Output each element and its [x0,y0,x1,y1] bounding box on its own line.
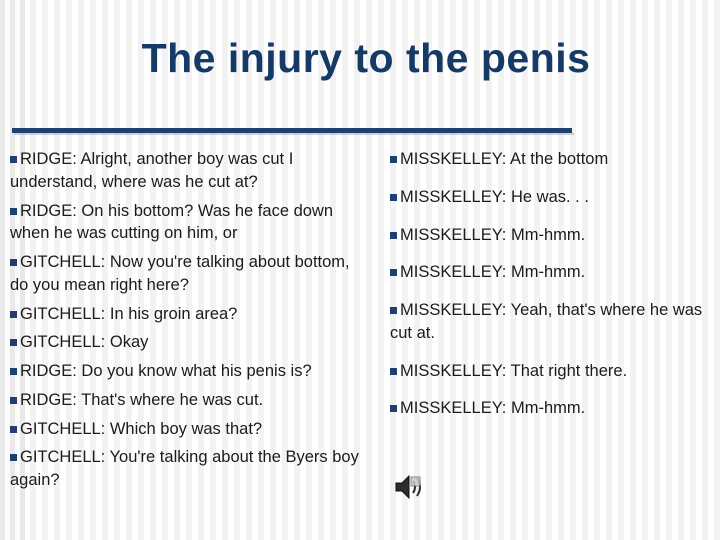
list-item: MISSKELLEY: Mm-hmm. [390,224,710,247]
bullet-square-icon [10,426,17,433]
list-item: MISSKELLEY: He was. . . [390,186,710,209]
bullet-square-icon [10,259,17,266]
bullet-square-icon [390,232,397,239]
list-item: RIDGE: On his bottom? Was he face down when he was cutting on him, or [10,201,334,243]
bullet-square-icon [10,208,17,215]
speaker-sound-icon[interactable] [394,472,428,502]
list-item: GITCHELL: Which boy was that? [10,418,360,441]
right-text-column [390,148,710,435]
title-divider-shadow [14,133,574,135]
bullet-square-icon [10,454,17,461]
bullet-square-icon [390,368,397,375]
list-item: MISSKELLEY: Mm-hmm. [390,397,710,420]
list-item: RIDGE: Do you know what his penis is? [10,360,360,383]
list-item: MISSKELLEY: At the bottom [390,148,710,171]
page-title: The injury to the penis [141,35,591,81]
list-item: RIDGE: That's where he was cut. [10,389,360,412]
bullet-square-icon [390,405,397,412]
bullet-square-icon [390,194,397,201]
list-item: GITCHELL: Okay [10,331,360,354]
list-item: MISSKELLEY: Yeah, that's where he was cut at. [390,301,703,342]
list-item: MISSKELLEY: Mm-hmm. [390,261,710,284]
bullet-square-icon [10,339,17,346]
bullet-square-icon [390,307,397,314]
bullet-square-icon [10,397,17,404]
bullet-square-icon [10,311,17,318]
bullet-square-icon [390,269,397,276]
list-item: GITCHELL: You're talking about the Byers boy again? [10,448,359,490]
bullet-square-icon [390,156,397,163]
left-text-column [10,148,360,498]
list-item: RIDGE: Alright, another boy was cut I understand, where was he cut at? [10,150,294,191]
content-columns [0,148,720,508]
bullet-square-icon [10,156,17,163]
list-item: GITCHELL: In his groin area? [10,303,360,326]
list-item: GITCHELL: Now you're talking about bottom, do you mean right here? [10,253,350,294]
bullet-square-icon [10,368,17,375]
list-item: MISSKELLEY: That right there. [390,360,710,383]
